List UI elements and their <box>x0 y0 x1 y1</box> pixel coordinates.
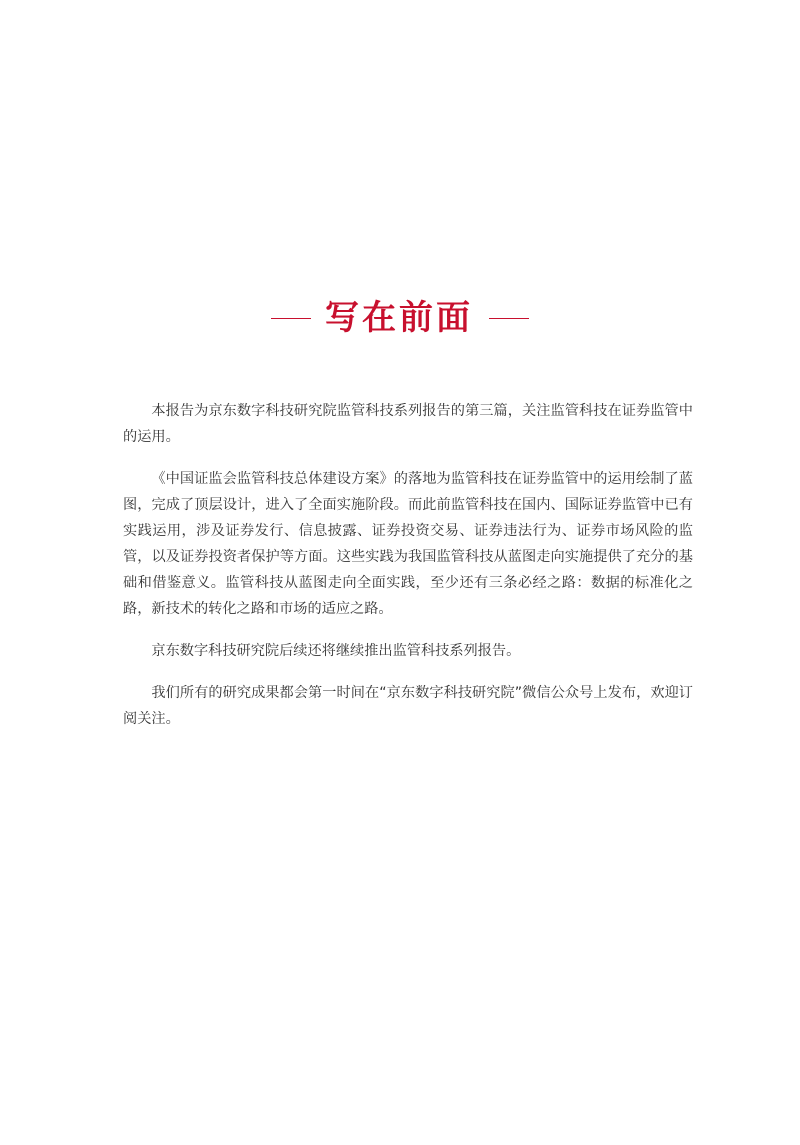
title-left-rule <box>271 318 311 319</box>
paragraph-main: 《中国证监会监管科技总体建设方案》的落地为监管科技在证券监管中的运用绘制了蓝图，完成了顶层设计，进入了全面实施阶段。而此前监管科技在国内、国际证券监管中已有实践运用，涉及证券发行、信息披露、证券投资交易、证券违法行为、证券市场风险的监管，以及证券投资者保护等方面。这些实践为我国监管科技从蓝图走向实施提供了充分的基础和借鉴意义。监管科技从蓝图走向全面实践，至少还有三条必经之路：数据的标准化之路，新技术的转化之路和市场的适应之路。 <box>123 471 693 617</box>
body-text <box>123 398 693 748</box>
paragraph-followup: 京东数字科技研究院后续还将继续推出监管科技系列报告。 <box>151 643 521 659</box>
paragraph-intro: 本报告为京东数字科技研究院监管科技系列报告的第三篇，关注监管科技在证券监管中的运用。 <box>123 403 693 445</box>
paragraph-subscribe: 我们所有的研究成果都会第一时间在“京东数字科技研究院”微信公众号上发布，欢迎订阅关注。 <box>123 685 693 727</box>
title-row <box>0 296 800 340</box>
page-title: 写在前面 <box>325 298 473 338</box>
title-right-rule <box>489 318 529 319</box>
